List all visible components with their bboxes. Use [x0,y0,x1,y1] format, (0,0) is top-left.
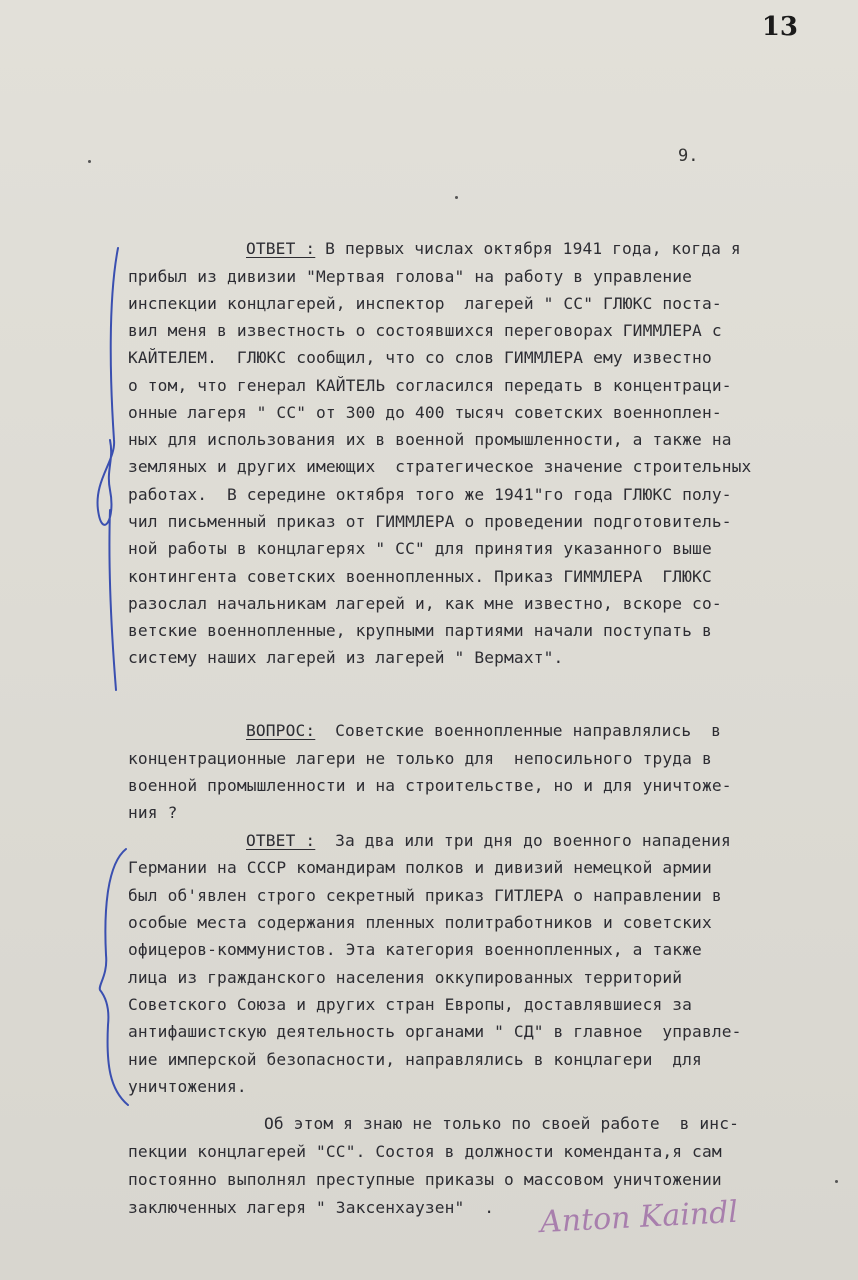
answer-1-first-line [246,239,741,259]
answer-2-line: ние имперской безопасности, направлялись в концлагери для [128,1050,702,1069]
closing-line: постоянно выполнял преступные приказы о массовом уничтожении [128,1170,722,1189]
closing-line: пекции концлагерей "СС". Состоя в должности коменданта,я сам [128,1142,722,1161]
archive-page-number: 13 [761,12,798,42]
answer-1-line: вил меня в известность о состоявшихся переговорах ГИММЛЕРА с [128,321,722,340]
pen-margin-mark-answer-1 [80,240,130,700]
answer-1-line: инспекции концлагерей, инспектор лагерей " СС" ГЛЮКС поста- [128,294,722,313]
closing-line: заключенных лагеря " Заксенхаузен" . [128,1198,495,1217]
answer-1-line: ветские военнопленные, крупными партиями начали поступать в [128,621,712,640]
pen-margin-bracket-answer-2 [96,845,136,1110]
answer-2-line: особые места содержания пленных политработников и советских [128,913,712,932]
answer-1-opening: В первых числах октября 1941 года, когда я [315,239,741,258]
answer-1-line: работах. В середине октября того же 1941"го года ГЛЮКС полу- [128,485,732,504]
answer-2-line: лица из гражданского населения оккупированных территорий [128,968,683,987]
question-opening: Советские военнопленные направлялись в [315,721,722,740]
answer-1-line: о том, что генерал КАЙТЕЛЬ согласился передать в концентраци- [128,376,732,395]
answer-1-line: ной работы в концлагерях " СС" для принятия указанного выше [128,539,712,558]
answer-1-line: систему наших лагерей из лагерей " Вермахт". [128,648,564,667]
answer-2-line: антифашистскую деятельность органами " СД" в главное управле- [128,1022,742,1041]
page-number: 9. [678,146,699,166]
answer-1-line: прибыл из дивизии "Мертвая голова" на работу в управление [128,267,693,286]
paper-speck [835,1180,838,1183]
question-label: ВОПРОС: [246,721,316,740]
answer-1-line: чил письменный приказ от ГИММЛЕРА о проведении подготовитель- [128,512,732,531]
closing-first-line: Об этом я знаю не только по своей работе в инс- [264,1114,739,1133]
answer-1-line: онные лагеря " СС" от 300 до 400 тысяч советских военноплен- [128,403,722,422]
answer-2-line: Советского Союза и других стран Европы, доставлявшиеся за [128,995,693,1014]
answer-2-line: был об'явлен строго секретный приказ ГИТЛЕРА о направлении в [128,886,722,905]
answer-1-line: земляных и других имеющих стратегическое значение строительных [128,457,752,476]
answer-2-line: офицеров-коммунистов. Эта категория военнопленных, а также [128,940,702,959]
answer-1-line: контингента советских военнопленных. Приказ ГИММЛЕРА ГЛЮКС [128,567,712,586]
paper-speck [455,196,458,199]
answer-2-opening: За два или три дня до военного нападения [315,831,731,850]
answer-1-line: ных для использования их в военной промышленности, а также на [128,430,732,449]
answer-2-line: Германии на СССР командирам полков и дивизий немецкой армии [128,858,712,877]
question-line: военной промышленности и на строительстве, но и для уничтоже- [128,776,732,795]
question-line: концентрационные лагери не только для непосильного труда в [128,749,712,768]
answer-2-label: ОТВЕТ : [246,831,316,850]
answer-1-line: разослал начальникам лагерей и, как мне известно, вскоре со- [128,594,722,613]
answer-1-line: КАЙТЕЛЕМ. ГЛЮКС сообщил, что со слов ГИММЛЕРА ему известно [128,348,712,367]
answer-1-label: ОТВЕТ : [246,239,316,258]
question-line: ния ? [128,803,178,822]
question-first-line [246,721,721,741]
answer-2-first-line [246,831,731,851]
paper-speck [88,160,91,163]
answer-2-line: уничтожения. [128,1077,247,1096]
handwritten-signature: Anton Kaindl [539,1194,739,1241]
